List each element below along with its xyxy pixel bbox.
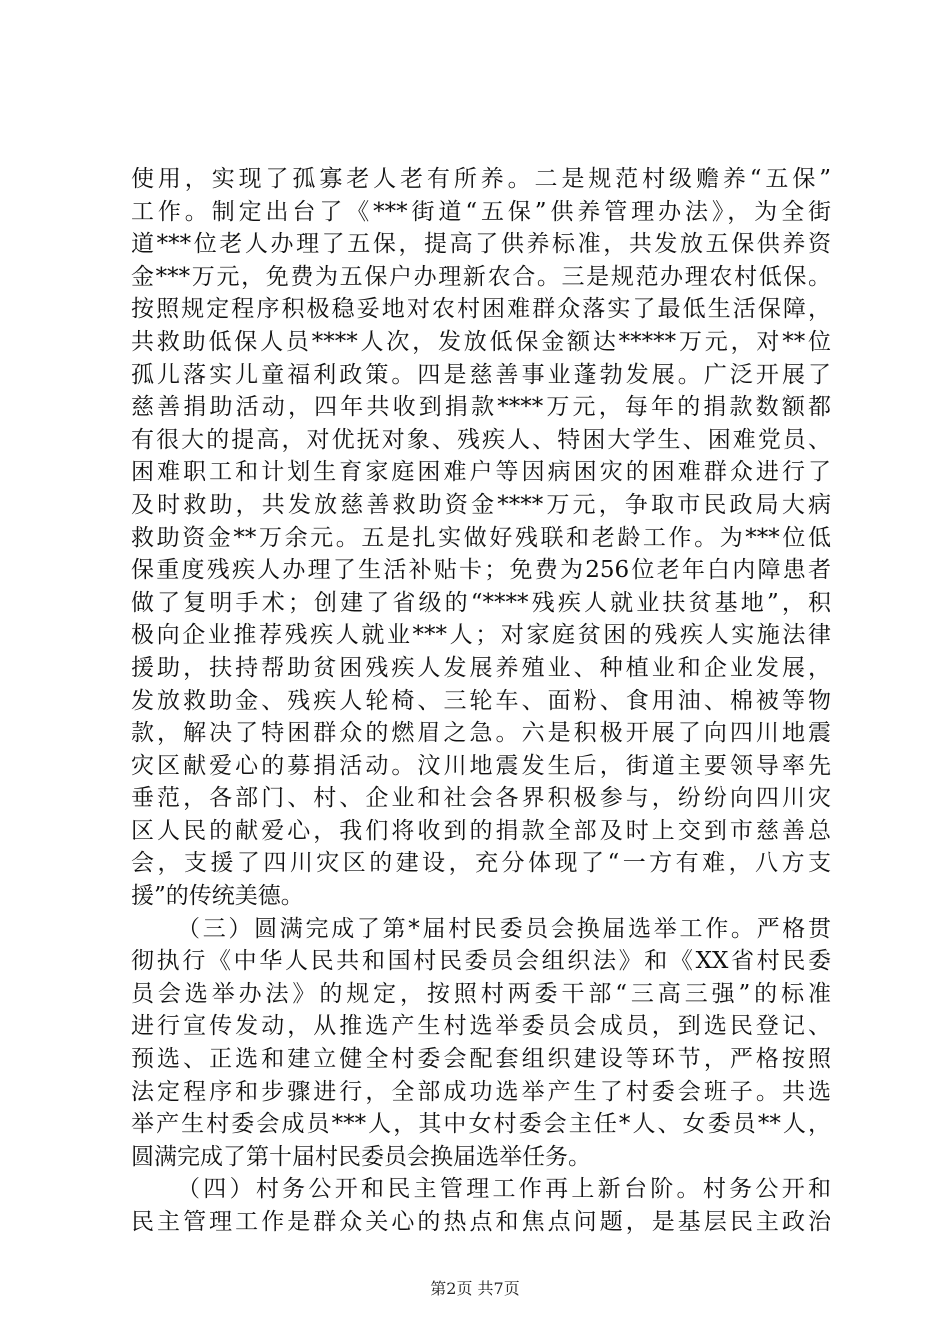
text-line: 民主管理工作是群众关心的热点和焦点问题，是基层民主政治	[131, 1209, 831, 1235]
paragraph-heading-line: （三）圆满完成了第*届村民委员会换届选举工作。严格贯	[177, 915, 831, 942]
text-line: 保重度残疾人办理了生活补贴卡；免费为256位老年白内障患者	[131, 557, 831, 584]
text-line: 员会选举办法》的规定，按照村两委干部“三高三强”的标准	[131, 980, 831, 1007]
text-line: 有很大的提高，对优抚对象、残疾人、特困大学生、困难党员、	[131, 426, 831, 453]
text-line: 使用，实现了孤寡老人老有所养。二是规范村级赡养“五保”	[131, 166, 831, 192]
text-line: 救助资金**万余元。五是扎实做好残联和老龄工作。为***位低	[131, 524, 831, 551]
text-line: 孤儿落实儿童福利政策。四是慈善事业蓬勃发展。广泛开展了	[131, 361, 831, 388]
text-line: 发放救助金、残疾人轮椅、三轮车、面粉、食用油、棉被等物	[131, 687, 831, 714]
page-footer	[0, 1276, 950, 1299]
text-line: 彻执行《中华人民共和国村民委员会组织法》和《XX省村民委	[131, 948, 831, 975]
text-line: 慈善捐助活动，四年共收到捐款****万元，每年的捐款数额都	[131, 394, 831, 421]
text-line: 共救助低保人员****人次，发放低保金额达*****万元，对**位	[131, 328, 831, 355]
text-line: 困难职工和计划生育家庭困难户等因病困灾的困难群众进行了	[131, 459, 831, 486]
text-line: 工作。制定出台了《***街道“五保”供养管理办法》，为全街	[131, 198, 831, 225]
text-line: 圆满完成了第十届村民委员会换届选举任务。	[131, 1143, 591, 1170]
text-line: 法定程序和步骤进行，全部成功选举产生了村委会班子。共选	[131, 1078, 831, 1105]
text-line: 举产生村委会成员***人，其中女村委会主任*人、女委员**人，	[131, 1111, 831, 1138]
text-line: 做了复明手术；创建了省级的“****残疾人就业扶贫基地”，积	[131, 589, 831, 616]
text-line: 道***位老人办理了五保，提高了供养标准，共发放五保供养资	[131, 231, 831, 258]
text-line: 进行宣传发动，从推选产生村选举委员会成员，到选民登记、	[131, 1013, 831, 1040]
text-line: 极向企业推荐残疾人就业***人；对家庭贫困的残疾人实施法律	[131, 622, 831, 649]
text-line: 灾区献爱心的募捐活动。汶川地震发生后，街道主要领导率先	[131, 752, 831, 779]
page-number-label: 第2页 共7页	[430, 1279, 520, 1298]
text-line: 会，支援了四川灾区的建设，充分体现了“一方有难，八方支	[131, 850, 831, 877]
text-line: 预选、正选和建立健全村委会配套组织建设等环节，严格按照	[131, 1046, 831, 1073]
text-line: 垂范，各部门、村、企业和社会各界积极参与，纷纷向四川灾	[131, 785, 831, 812]
text-line: 按照规定程序积极稳妥地对农村困难群众落实了最低生活保障，	[131, 296, 831, 323]
text-line: 金***万元，免费为五保户办理新农合。三是规范办理农村低保。	[131, 263, 831, 290]
text-line: 款，解决了特困群众的燃眉之急。六是积极开展了向四川地震	[131, 720, 831, 747]
body-text	[131, 163, 831, 1239]
text-line: 区人民的献爱心，我们将收到的捐款全部及时上交到市慈善总	[131, 817, 831, 844]
text-line: 援助，扶持帮助贫困残疾人发展养殖业、种植业和企业发展，	[131, 654, 831, 681]
paragraph-heading-line: （四）村务公开和民主管理工作再上新台阶。村务公开和	[177, 1176, 831, 1203]
text-line: 援”的传统美德。	[131, 883, 304, 910]
text-line: 及时救助，共发放慈善救助资金****万元，争取市民政局大病	[131, 491, 831, 518]
